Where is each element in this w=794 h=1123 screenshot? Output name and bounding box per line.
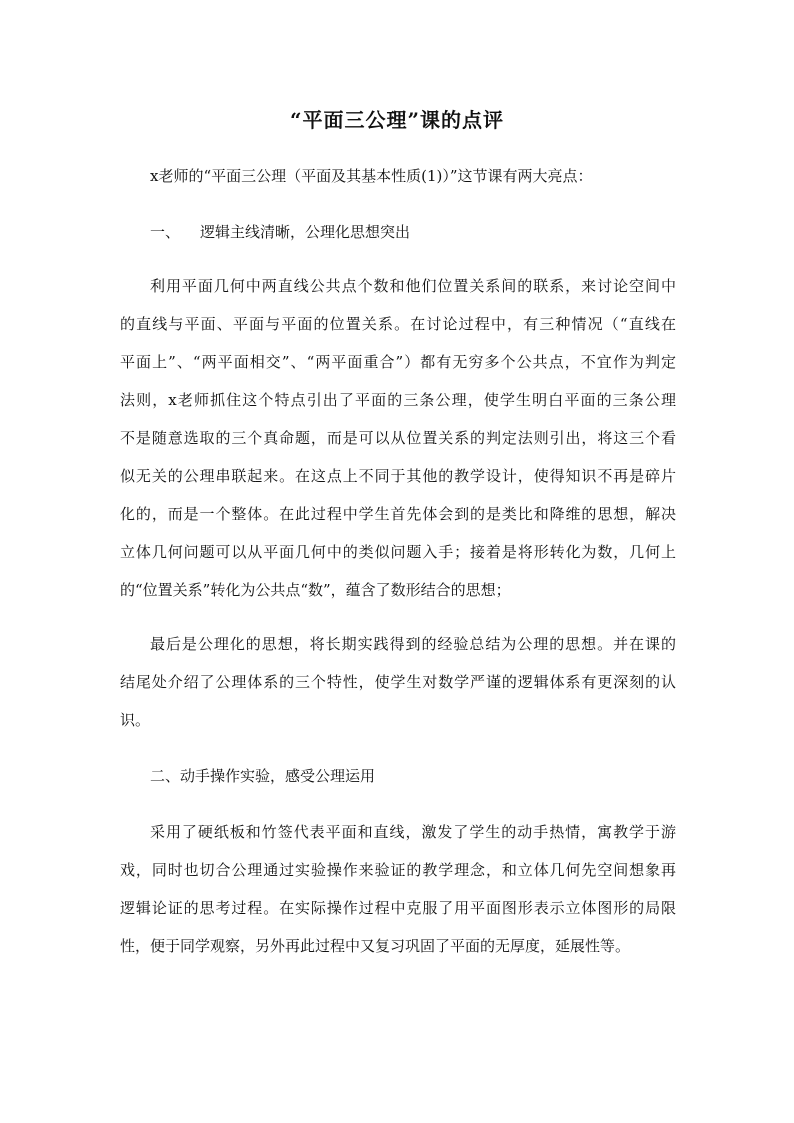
- section1-p1-line: 的直线与平面、平面与平面的位置关系。在讨论过程中，有三种情况（“直线在: [120, 315, 676, 333]
- section2-heading: 二、动手操作实验，感受公理运用: [150, 767, 376, 785]
- section2-p-line: 逻辑论证的思考过程。在实际操作过程中克服了用平面图形表示立体图形的局限: [120, 899, 676, 917]
- section1-p1-line: 法则，x老师抓住这个特点引出了平面的三条公理，使学生明白平面的三条公理: [120, 391, 676, 409]
- section1-p1-line: 似无关的公理串联起来。在这点上不同于其他的教学设计，使得知识不再是碎片: [120, 467, 676, 485]
- section1-heading: 逻辑主线清晰，公理化思想突出: [200, 223, 411, 241]
- section1-p1-line: 平面上”、“两平面相交”、“两平面重合”）都有无穷多个公共点，不宜作为判定: [120, 353, 676, 371]
- section1-p1-line: 立体几何问题可以从平面几何中的类似问题入手；接着是将形转化为数，几何上: [120, 543, 676, 561]
- section1-p2-line: 结尾处介绍了公理体系的三个特性，使学生对数学严谨的逻辑体系有更深刻的认: [120, 673, 676, 691]
- section1-p1-line: 利用平面几何中两直线公共点个数和他们位置关系间的联系，来讨论空间中: [150, 277, 676, 295]
- document-title: “平面三公理”课的点评: [289, 108, 504, 132]
- section1-number: 一、: [150, 223, 181, 241]
- section1-p1-line: 不是随意选取的三个真命题，而是可以从位置关系的判定法则引出，将这三个看: [120, 429, 676, 447]
- section2-p-line: 采用了硬纸板和竹签代表平面和直线，激发了学生的动手热情，寓教学于游: [150, 823, 676, 841]
- section1-p2-line: 最后是公理化的思想，将长期实践得到的经验总结为公理的思想。并在课的: [150, 635, 676, 653]
- section2-p-line: 戏，同时也切合公理通过实验操作来验证的教学理念，和立体几何先空间想象再: [120, 861, 676, 879]
- section1-p1-line: 的“位置关系”转化为公共点“数”，蕴含了数形结合的思想；: [120, 581, 511, 599]
- section1-heading-line: [150, 222, 706, 242]
- section1-p2-line: 识。: [120, 711, 151, 729]
- intro-line: x老师的“平面三公理（平面及其基本性质(1)）”这节课有两大亮点：: [150, 167, 593, 185]
- section1-p1-line: 化的，而是一个整体。在此过程中学生首先体会到的是类比和降维的思想，解决: [120, 505, 676, 523]
- section2-p-line: 性，便于同学观察，另外再此过程中又复习巩固了平面的无厚度，延展性等。: [120, 937, 631, 955]
